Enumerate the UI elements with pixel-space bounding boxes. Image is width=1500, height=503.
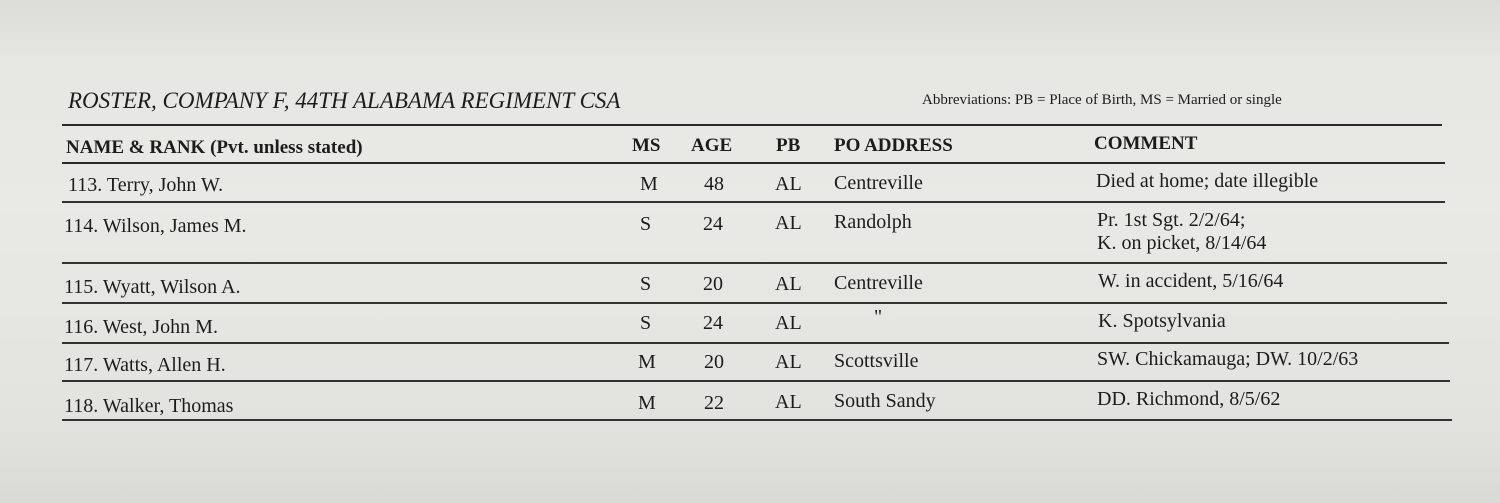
row-115-pb: AL (775, 273, 802, 295)
page-title: ROSTER, COMPANY F, 44TH ALABAMA REGIMENT CSA (68, 88, 621, 113)
row-117-name: 117. Watts, Allen H. (64, 354, 226, 376)
header-ms: MS (632, 135, 661, 156)
row-118-pb: AL (775, 391, 802, 413)
header-pb: PB (776, 135, 801, 156)
row-113-pb: AL (775, 173, 802, 195)
row-116-comment: K. Spotsylvania (1098, 310, 1226, 332)
row-118-po: South Sandy (834, 390, 936, 412)
row-113-po: Centreville (834, 172, 923, 194)
row-117-pb: AL (775, 351, 802, 373)
row-113-ms: M (640, 173, 658, 195)
row-113-age: 48 (704, 173, 724, 195)
header-po-address: PO ADDRESS (834, 135, 953, 156)
row-114-comment-line-1: Pr. 1st Sgt. 2/2/64; (1097, 209, 1246, 231)
row-118-name: 118. Walker, Thomas (64, 395, 234, 417)
header-comment: COMMENT (1094, 133, 1198, 154)
row-116-age: 24 (703, 312, 723, 334)
header-age: AGE (691, 135, 733, 156)
row-113-name: 113. Terry, John W. (68, 174, 224, 196)
title-rule (62, 124, 1442, 126)
row-118-age: 22 (704, 392, 724, 414)
row-114-name: 114. Wilson, James M. (64, 215, 247, 237)
row-114-po: Randolph (834, 211, 912, 233)
row-113-rule (62, 201, 1445, 203)
row-115-ms: S (640, 273, 652, 295)
row-114-ms: S (640, 213, 652, 235)
row-113-comment: Died at home; date illegible (1096, 170, 1319, 192)
header-rule (62, 162, 1445, 164)
row-116-ms: S (640, 312, 652, 334)
row-116-po-ditto: " (874, 306, 883, 328)
row-118-rule (62, 419, 1452, 421)
row-118-ms: M (638, 392, 656, 414)
row-114-age: 24 (703, 213, 723, 235)
row-118-comment: DD. Richmond, 8/5/62 (1097, 388, 1281, 410)
row-114-comment-line-2: K. on picket, 8/14/64 (1097, 232, 1267, 254)
row-115-name: 115. Wyatt, Wilson A. (64, 276, 241, 298)
row-117-ms: M (638, 351, 656, 373)
row-114-pb: AL (775, 212, 802, 234)
row-116-rule (62, 342, 1449, 344)
row-115-age: 20 (703, 273, 723, 295)
row-117-age: 20 (704, 351, 724, 373)
row-114-rule (62, 262, 1447, 264)
row-117-po: Scottsville (834, 350, 919, 372)
row-117-rule (62, 380, 1450, 382)
row-115-po: Centreville (834, 272, 923, 294)
row-117-comment: SW. Chickamauga; DW. 10/2/63 (1097, 348, 1359, 370)
row-116-pb: AL (775, 312, 802, 334)
row-116-name: 116. West, John M. (64, 316, 218, 338)
abbreviations-note: Abbreviations: PB = Place of Birth, MS = Married or single (922, 92, 1282, 108)
row-115-comment: W. in accident, 5/16/64 (1098, 270, 1284, 292)
header-name: NAME & RANK (Pvt. unless stated) (66, 137, 363, 158)
row-115-rule (62, 302, 1447, 304)
